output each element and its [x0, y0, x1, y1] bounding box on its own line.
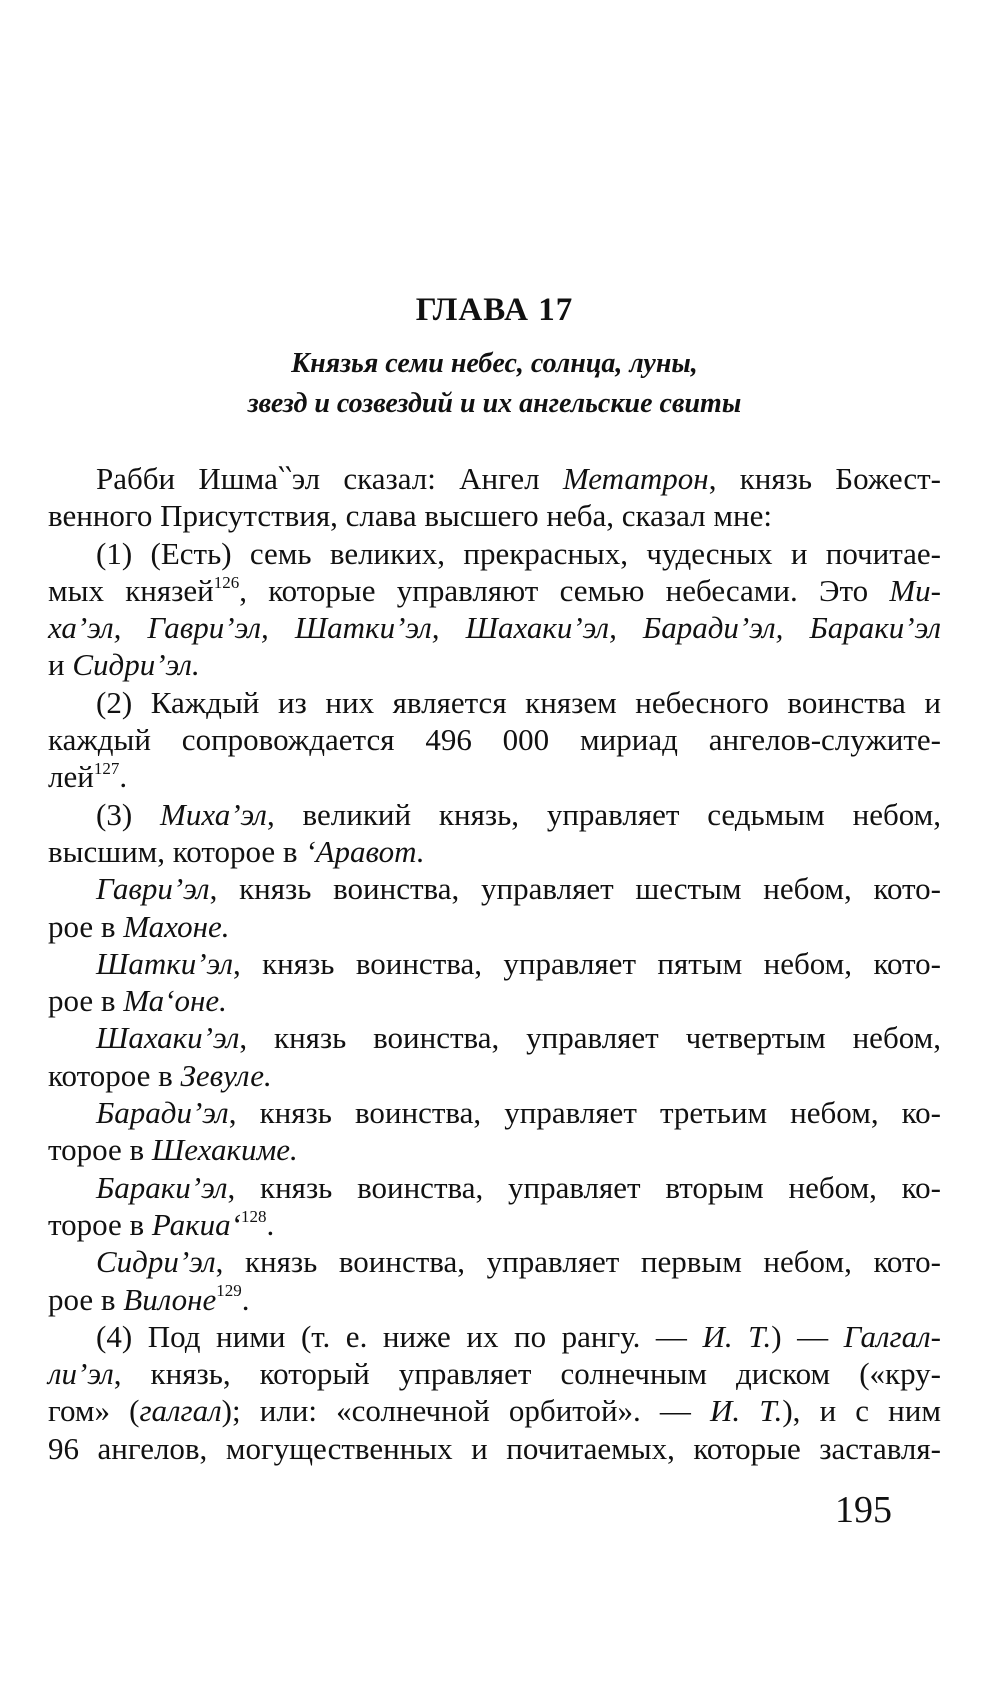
italic-name: Шехакиме. [151, 1132, 298, 1168]
paragraph-3 [48, 796, 941, 871]
text-span: мых князей [48, 572, 214, 608]
text-line [48, 796, 941, 833]
text-span: , князь воинства, управляет первым небом, кото- [215, 1244, 941, 1280]
paragraph-2 [48, 684, 941, 796]
text-span: , князь воинства, управляет вторым небом, ко- [227, 1169, 941, 1205]
italic-name: Вилоне [123, 1281, 217, 1317]
text-span: высшим, которое в [48, 833, 306, 869]
text-span: , великий князь, управляет седьмым небом, [266, 796, 942, 832]
text-line [48, 1131, 941, 1168]
italic-name: Миха’эл [160, 796, 267, 832]
paragraph-shahakiel [48, 1019, 941, 1094]
text-line [48, 982, 941, 1019]
italic-name: Ма‘оне. [123, 983, 227, 1019]
paragraph-shatkiel [48, 945, 941, 1020]
text-span: , князь воинства, управляет четвертым небом, [239, 1020, 941, 1056]
footnote-ref: 126 [213, 572, 240, 592]
text-line [48, 460, 941, 497]
text-line [48, 1243, 941, 1280]
paragraph-barakiel [48, 1169, 941, 1244]
text-line [48, 609, 941, 646]
italic-term: галгал [139, 1393, 222, 1429]
page-number: 195 [835, 1489, 892, 1531]
text-line: 96 ангелов, могущественных и почитаемых, которые заставля- [48, 1430, 941, 1466]
text-line [48, 870, 941, 907]
text-span: ) — [771, 1318, 844, 1354]
text-span: торое в [48, 1132, 152, 1168]
text-line [48, 1057, 941, 1094]
text-line [48, 1392, 941, 1429]
text-span: ); или: «солнечной орбитой». — [221, 1393, 711, 1429]
italic-name: Зевуле. [180, 1057, 272, 1093]
italic-name: Галгал- [843, 1318, 941, 1354]
paragraph-4 [48, 1318, 941, 1467]
text-span: , князь воинства, управляет шестым небом, кото- [209, 871, 941, 907]
italic-name: Ми- [889, 572, 942, 608]
text-line [48, 1169, 941, 1206]
text-span: ), и с ним [782, 1393, 941, 1429]
text-line [48, 1206, 941, 1243]
text-line [48, 945, 941, 982]
text-span: , князь воинства, управляет пятым небом, кото- [232, 945, 941, 981]
italic-name: Баради’эл [96, 1095, 229, 1131]
paragraph-1 [48, 535, 941, 684]
text-span: которое в [48, 1057, 181, 1093]
text-span: рое в [48, 983, 124, 1019]
text-line: (1) (Есть) семь великих, прекрасных, чудесных и почитае- [96, 535, 941, 571]
text-line: венного Присутствия, слава высшего неба, сказал мне: [48, 498, 772, 534]
text-span: , которые управляют семью небесами. Это [239, 572, 890, 608]
text-line [48, 1094, 941, 1131]
book-page [48, 290, 941, 1467]
chapter-subtitle-line-2: звезд и созвездий и их ангельские свиты [247, 388, 742, 419]
italic-name: Гаври’эл [96, 871, 210, 907]
text-line: (2) Каждый из них является князем небесного воинства и [96, 684, 941, 720]
paragraph-intro [48, 460, 941, 535]
text-line [48, 1281, 941, 1318]
text-line [48, 833, 941, 870]
text-span: . [241, 1281, 250, 1317]
italic-name: Шатки’эл [96, 945, 233, 981]
paragraph-sidriel [48, 1243, 941, 1318]
text-span: и [48, 647, 73, 683]
italic-initials: И. Т. [702, 1318, 772, 1354]
text-span: Рабби Ишма‵‵эл сказал: Ангел [96, 461, 563, 496]
text-line: каждый сопровождается 496 000 мириад ангелов-служите- [48, 722, 941, 758]
chapter-subtitle-line-1: Князья семи небес, солнца, луны, [291, 348, 698, 379]
text-line [48, 1318, 941, 1355]
italic-name: Махоне. [123, 908, 230, 944]
footnote-ref: 128 [241, 1206, 267, 1226]
italic-name: ‘Аравот. [305, 833, 425, 869]
text-span: (4) Под ними (т. е. ниже их по рангу. — [96, 1318, 703, 1354]
italic-name: Ракиа‘ [151, 1206, 242, 1242]
italic-name: Шахаки’эл [96, 1020, 240, 1056]
paragraph-gavriel [48, 870, 941, 945]
text-span: . [119, 759, 128, 795]
text-span: . [266, 1206, 275, 1242]
text-line [48, 908, 941, 945]
text-span: , князь воинства, управляет третьим небом, ко- [228, 1095, 941, 1131]
text-span: рое в [48, 908, 124, 944]
text-line [48, 1355, 941, 1392]
text-span: , князь, который управляет солнечным диском («кру- [113, 1356, 941, 1392]
text-span: лей [48, 759, 94, 795]
text-line [48, 646, 941, 683]
text-span: гом» ( [48, 1393, 140, 1429]
italic-initials: И. Т. [710, 1393, 783, 1429]
text-span: рое в [48, 1281, 124, 1317]
text-line [48, 572, 941, 609]
italic-name: ли’эл [48, 1356, 114, 1392]
text-span: , князь Божест- [708, 461, 941, 496]
footnote-ref: 129 [216, 1281, 242, 1301]
italic-name: Сидри’эл [96, 1244, 216, 1280]
text-span: торое в [48, 1206, 152, 1242]
text-span: (3) [96, 796, 161, 832]
italic-name: Сидри’эл. [72, 647, 200, 683]
italic-names: ха’эл, Гаври’эл, Шатки’эл, Шахаки’эл, Баради’эл, Бараки’эл [48, 610, 941, 646]
text-line [48, 1019, 941, 1056]
footnote-ref: 127 [93, 759, 120, 779]
chapter-subtitle [48, 344, 941, 424]
chapter-title: ГЛАВА 17 [415, 292, 574, 328]
italic-name: Бараки’эл [96, 1169, 228, 1205]
italic-name: Метатрон [562, 461, 709, 496]
paragraph-baradiel [48, 1094, 941, 1169]
text-line [48, 758, 941, 795]
